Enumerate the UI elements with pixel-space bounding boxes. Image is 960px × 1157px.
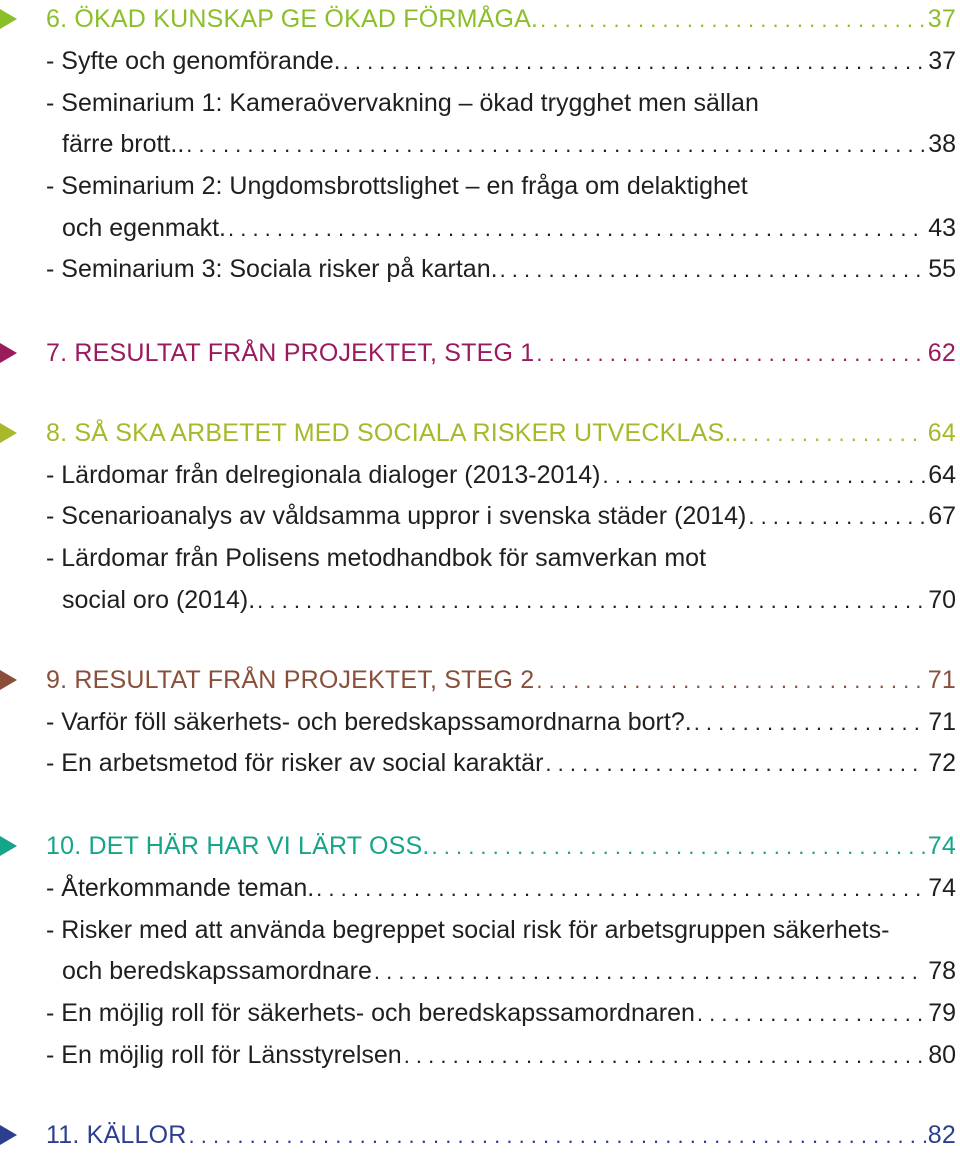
toc-page-number: 74 [928, 874, 956, 902]
triangle-bullet-icon [0, 836, 17, 856]
dot-leader [404, 1035, 926, 1077]
dot-leader [228, 208, 926, 250]
toc-title: - Seminarium 2: Ungdomsbrottslighet – en fråga om delaktighet [46, 172, 748, 200]
dot-leader [603, 455, 927, 497]
toc-title: 8. SÅ SKA ARBETET MED SOCIALA RISKER UTVECKLAS.. [46, 419, 739, 447]
toc-heading-9[interactable] [0, 659, 960, 701]
toc-page-number: 82 [927, 1121, 956, 1149]
dot-leader [432, 826, 926, 868]
dot-leader [189, 1115, 926, 1157]
toc-title: 6. ÖKAD KUNSKAP GE ÖKAD FÖRMÅGA. [46, 5, 539, 33]
toc-entry[interactable] [0, 701, 960, 743]
toc-page-number: 38 [928, 130, 956, 158]
dot-leader [186, 124, 926, 166]
toc-entry[interactable] [0, 40, 960, 82]
toc-title: - En möjlig roll för säkerhets- och beredskapssamordnaren [46, 999, 695, 1027]
dot-leader [545, 743, 926, 785]
toc-title: - En möjlig roll för Länsstyrelsen [46, 1041, 402, 1069]
toc-title: och beredskapssamordnare [62, 957, 372, 985]
toc-title: - Seminarium 1: Kameraövervakning – ökad trygghet men sällan [46, 89, 759, 117]
triangle-bullet-icon [0, 423, 17, 443]
toc-page-number: 79 [928, 999, 956, 1027]
toc-page-number: 43 [928, 214, 956, 242]
toc-page-number: 80 [928, 1041, 956, 1069]
toc-title: - Varför föll säkerhets- och beredskapssamordnarna bort?. [46, 708, 692, 736]
toc-title: 11. KÄLLOR [46, 1121, 187, 1149]
toc-page-number: 62 [927, 339, 956, 367]
toc-entry[interactable] [0, 867, 960, 909]
toc-title: - Syfte och genomförande. [46, 47, 341, 75]
toc-entry[interactable] [0, 1034, 960, 1076]
toc-entry[interactable] [0, 165, 960, 207]
toc-page-number: 37 [927, 5, 956, 33]
toc-title: - Lärdomar från Polisens metodhandbok för samverkan mot [46, 544, 707, 572]
dot-leader [316, 868, 926, 910]
toc-entry-continued[interactable] [0, 950, 960, 992]
dot-leader [374, 951, 926, 993]
toc-page-number: 74 [927, 832, 956, 860]
toc-entry[interactable] [0, 992, 960, 1034]
toc-page-number: 55 [928, 255, 956, 283]
toc-title: - Lärdomar från delregionala dialoger (2013-2014) [46, 461, 601, 489]
toc-title: färre brott.. [62, 130, 185, 158]
toc-title: och egenmakt. [62, 214, 226, 242]
toc-title: - Scenarioanalys av våldsamma uppror i svenska städer (2014) [46, 502, 747, 530]
toc-entry[interactable] [0, 82, 960, 124]
dot-leader [500, 249, 927, 291]
toc-heading-6[interactable] [0, 0, 960, 40]
toc-entry[interactable] [0, 495, 960, 537]
dot-leader [536, 333, 925, 375]
toc-page-number: 67 [928, 502, 956, 530]
triangle-bullet-icon [0, 9, 17, 29]
toc-title: - Återkommande teman. [46, 874, 315, 902]
toc-entry[interactable] [0, 742, 960, 784]
toc-title: 10. DET HÄR HAR VI LÄRT OSS. [46, 832, 430, 860]
toc-entry[interactable] [0, 909, 960, 951]
toc-page-number: 70 [928, 586, 956, 614]
toc-title: - Risker med att använda begreppet social risk för arbetsgruppen säkerhets- [46, 916, 890, 944]
toc-title: social oro (2014). [62, 586, 256, 614]
toc-entry-continued[interactable] [0, 123, 960, 165]
dot-leader [748, 496, 926, 538]
toc-title: 7. RESULTAT FRÅN PROJEKTET, STEG 1 [46, 339, 535, 367]
toc-heading-7[interactable] [0, 332, 960, 374]
dot-leader [257, 580, 926, 622]
triangle-bullet-icon [0, 343, 17, 363]
toc-page-number: 71 [927, 666, 956, 694]
toc-page-number: 71 [928, 708, 956, 736]
triangle-bullet-icon [0, 670, 17, 690]
toc-entry-continued[interactable] [0, 207, 960, 249]
toc-entry-continued[interactable] [0, 579, 960, 621]
dot-leader [540, 0, 926, 41]
dot-leader [343, 41, 927, 83]
toc-entry[interactable] [0, 537, 960, 579]
toc-title: 9. RESULTAT FRÅN PROJEKTET, STEG 2 [46, 666, 535, 694]
toc-page-number: 64 [928, 461, 956, 489]
toc-page-number: 78 [928, 957, 956, 985]
dot-leader [741, 413, 926, 455]
toc-page-number: 37 [928, 47, 956, 75]
toc-title: - En arbetsmetod för risker av social karaktär [46, 749, 544, 777]
toc-heading-10[interactable] [0, 825, 960, 867]
toc-page-number: 72 [928, 749, 956, 777]
toc-heading-8[interactable] [0, 412, 960, 454]
toc-entry[interactable] [0, 454, 960, 496]
toc-title: - Seminarium 3: Sociala risker på kartan. [46, 255, 498, 283]
toc-page-number: 64 [927, 419, 956, 447]
dot-leader [694, 702, 927, 744]
triangle-bullet-icon [0, 1125, 17, 1145]
dot-leader [536, 660, 925, 702]
dot-leader [697, 993, 926, 1035]
toc-entry[interactable] [0, 248, 960, 290]
